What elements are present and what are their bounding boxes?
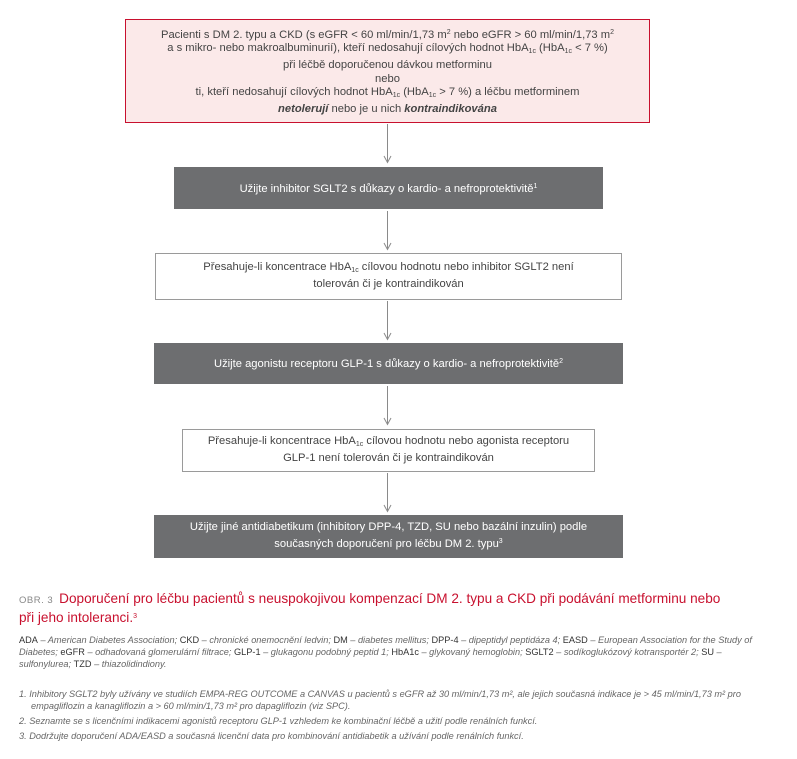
step-sglt2-text: Užijte inhibitor SGLT2 s důkazy o kardio- a nefroprotektivitě (239, 182, 534, 195)
arrow-down-icon (383, 386, 392, 426)
footnote-2: 2. Seznamte se s licenčními indikacemi agonistů receptoru GLP-1 vzhledem ke kombinační léčbě a užití podle renálních funkcí. (19, 716, 538, 726)
start-line-5: ti, kteří nedosahují cílových hodnot HbA$_{1c}$ (HbA$_{1c}$ > 7 %) a léčbu metforminem (195, 86, 580, 100)
start-line-4: nebo (375, 72, 400, 85)
step-sglt2-box: Užijte inhibitor SGLT2 s důkazy o kardio- a nefroprotektivitě$^1$ (174, 167, 603, 209)
step-glp1-text: Užijte agonistu receptoru GLP-1 s důkazy o kardio- a nefroprotektivitě (213, 358, 560, 371)
start-line-6: netolerují nebo je u nich kontraindikována (278, 102, 497, 115)
arrow-down-icon (383, 301, 392, 341)
start-box-patients (125, 19, 650, 123)
footnotes (19, 688, 761, 745)
start-line-1: Pacienti s DM 2. typu a CKD (s eGFR < 60 ml/min/1,73 $m^2$ nebo eGFR > 60 ml/min/1,73 $m^2$ (161, 28, 614, 41)
arrow-down-icon (383, 211, 392, 251)
step-glp1-box: Užijte agonistu receptoru GLP-1 s důkazy o kardio- a nefroprotektivitě$^2$ (154, 343, 623, 384)
check-glp1-box: Přesahuje-li koncentrace HbA$_{1c}$ cílovou hodnotu nebo agonista receptoru GLP-1 není tolerován či je kontraindikován (182, 429, 595, 472)
figure-caption: OBR. 3 Doporučení pro léčbu pacientů s neuspokojivou kompenzací DM 2. typu a CKD při podávání metforminu nebo při jeho intoleranci.$^3$ (19, 591, 721, 625)
footnote-1: 1. Inhibitory SGLT2 byly užívány ve studiích EMPA-REG OUTCOME a CANVAS u pacientů s eGFR až 30 ml/min/1,73 m², ale jejich současná indikace je > 45 ml/min/1,73 m² pro empagliflozin a kanagliflozin a > 60 ml/min/1,73 m² pro dapagliflozin (viz SPC). (19, 689, 741, 711)
check-sglt2-box: Přesahuje-li koncentrace HbA$_{1c}$ cílovou hodnotu nebo inhibitor SGLT2 není tolerován či je kontraindikován (155, 253, 622, 300)
footnote-3: 3. Dodržujte doporučení ADA/EASD a současná licenční data pro kombinování antidiabetik a užívání podle renálních funkcí. (19, 731, 524, 741)
figure-number: OBR. 3 (19, 595, 54, 606)
start-line-3: při léčbě doporučenou dávkou metforminu (283, 58, 492, 71)
start-line-2: a s mikro- nebo makroalbuminurií), kteří nedosahují cílových hodnot HbA$_{1c}$ (HbA$_{1c}$ < 7 %) (167, 42, 608, 56)
arrow-down-icon (383, 473, 392, 513)
arrow-down-icon (383, 124, 392, 164)
caption-text: Doporučení pro léčbu pacientů s neuspokojivou kompenzací DM 2. typu a CKD při podávání metforminu nebo při jeho intoleranci. (19, 591, 721, 625)
abbreviations: ADA – American Diabetes Association; CKD – chronické onemocnění ledvin; DM – diabetes mellitus; DPP-4 – dipeptidyl peptidáza 4; EASD – European Association for the Study of Diabetes; eGFR – odhadovaná glomerulární filtrace; GLP-1 – glukagonu podobný peptid 1; HbA1c – glykovaný hemoglobin; SGLT2 – sodíkoglukózový kotransportér 2; SU – sulfonylurea; TZD – thiazolidindiony. (19, 635, 752, 669)
step-other-antidiabetic-box: Užijte jiné antidiabetikum (inhibitory DPP-4, TZD, SU nebo bazální inzulin) podle současných doporučení pro léčbu DM 2. typu$^3$ (154, 515, 623, 558)
